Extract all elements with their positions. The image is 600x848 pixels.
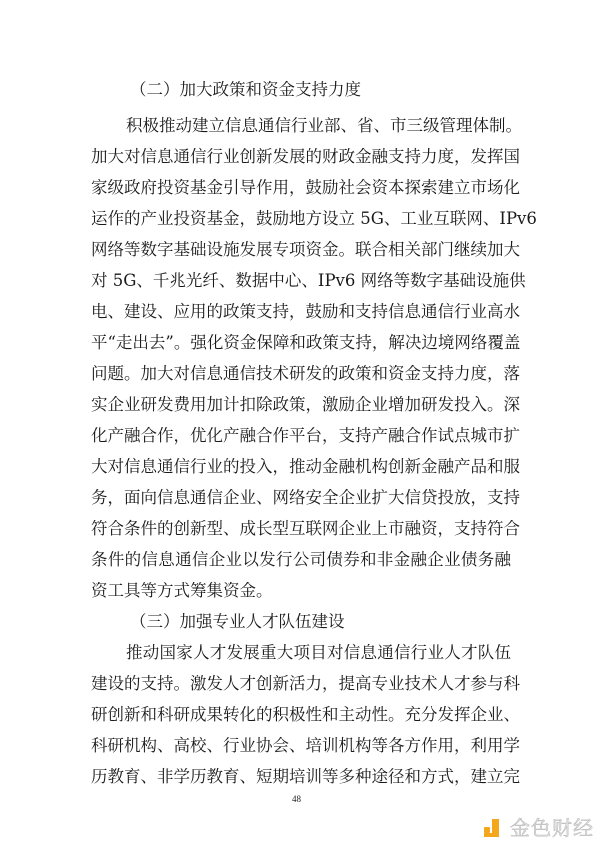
paragraph-line: 资工具等方式筹集资金。 <box>91 581 273 600</box>
watermark-text: 金色财经 <box>510 816 594 840</box>
paragraph-line: 条件的信息通信企业以发行公司债券和非金融企业债务融 <box>91 550 511 569</box>
paragraph-line: 网络等数字基础设施发展专项资金。联合相关部门继续加大 <box>91 240 520 259</box>
paragraph-line: 对 5G、千兆光纤、数据中心、IPv6 网络等数字基础设施供 <box>91 271 526 290</box>
paragraph-line: 平“走出去”。强化资金保障和政策支持，解决边境网络覆盖 <box>91 333 521 352</box>
watermark <box>484 812 594 841</box>
paragraph-line: 大对信息通信行业的投入，推动金融机构创新金融产品和服 <box>91 457 520 476</box>
paragraph-line: 问题。加大对信息通信技术研发的政策和资金支持力度，落 <box>91 364 520 383</box>
paragraph-line: 务，面向信息通信企业、网络安全企业扩大信贷投放，支持 <box>91 488 520 507</box>
paragraph-line: 研创新和科研成果转化的积极性和主动性。充分发挥企业、 <box>91 705 520 724</box>
paragraph-line: 运作的产业投资基金，鼓励地方设立 5G、工业互联网、IPv6 <box>91 209 537 228</box>
paragraph-line: 化产融合作，优化产融合作平台，支持产融合作试点城市扩 <box>91 426 520 445</box>
paragraph-line: 科研机构、高校、行业协会、培训机构等各方作用，利用学 <box>91 736 520 755</box>
paragraph-line: 符合条件的创新型、成长型互联网企业上市融资，支持符合 <box>91 519 520 538</box>
section-heading-2: （二）加大政策和资金支持力度 <box>130 80 361 99</box>
jinse-logo-icon <box>484 817 504 837</box>
paragraph-line: 历教育、非学历教育、短期培训等多种途径和方式，建立完 <box>91 767 520 786</box>
paragraph-line: 加大对信息通信行业创新发展的财政金融支持力度，发挥国 <box>91 147 520 166</box>
section-heading-3: （三）加强专业人才队伍建设 <box>130 612 345 631</box>
paragraph-line: 实企业研发费用加计扣除政策，激励企业增加研发投入。深 <box>91 395 520 414</box>
paragraph-line: 家级政府投资基金引导作用，鼓励社会资本探索建立市场化 <box>91 178 520 197</box>
paragraph-line: 积极推动建立信息通信行业部、省、市三级管理体制。 <box>126 116 522 135</box>
page-number: 48 <box>292 794 301 804</box>
paragraph-line: 建设的支持。激发人才创新活力，提高专业技术人才参与科 <box>91 674 520 693</box>
paragraph-line: 电、建设、应用的政策支持，鼓励和支持信息通信行业高水 <box>91 302 520 321</box>
paragraph-line: 推动国家人才发展重大项目对信息通信行业人才队伍 <box>126 643 511 662</box>
